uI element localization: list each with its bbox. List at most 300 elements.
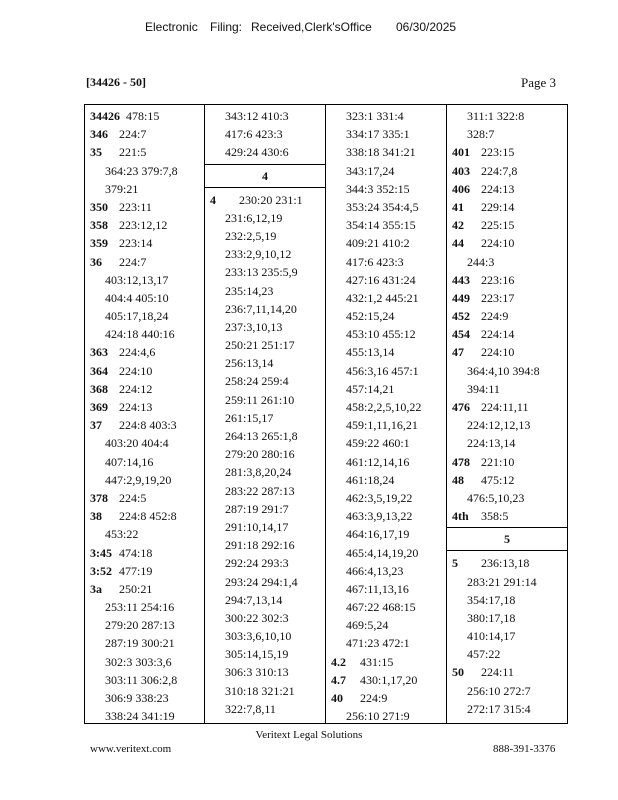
index-line xyxy=(447,416,567,434)
index-line xyxy=(447,107,567,125)
index-reference: 253:11 254:16 xyxy=(105,600,175,615)
index-line xyxy=(205,191,325,209)
index-column-3 xyxy=(326,105,447,723)
index-line xyxy=(85,125,204,143)
index-reference: 334:17 335:1 xyxy=(346,127,410,142)
index-line xyxy=(326,689,446,707)
index-word: 47 xyxy=(452,345,464,360)
index-line xyxy=(447,507,567,525)
index-line xyxy=(205,663,325,681)
index-reference: 410:14,17 xyxy=(467,629,516,644)
index-reference: 477:19 xyxy=(119,563,153,578)
index-reference: 338:24 341:19 xyxy=(105,709,175,723)
index-reference: 424:18 440:16 xyxy=(105,327,175,342)
index-reference: 224:8 452:8 xyxy=(119,509,177,524)
index-reference: 303:11 306:2,8 xyxy=(105,672,178,687)
index-reference: 328:7 xyxy=(467,127,495,142)
index-line xyxy=(205,409,325,427)
index-line xyxy=(447,645,567,663)
index-line xyxy=(85,362,204,380)
index-reference: 256:13,14 xyxy=(225,356,274,371)
index-reference: 306:3 310:13 xyxy=(225,665,289,680)
index-line xyxy=(85,398,204,416)
index-word: 3a xyxy=(90,581,102,596)
index-reference: 261:15,17 xyxy=(225,410,274,425)
index-line xyxy=(326,598,446,616)
index-reference: 303:3,6,10,10 xyxy=(225,629,292,644)
index-word: 363 xyxy=(90,345,108,360)
index-reference: 231:6,12,19 xyxy=(225,210,283,225)
index-word: 476 xyxy=(452,400,470,414)
index-line xyxy=(447,682,567,700)
page-number: Page 3 xyxy=(521,75,557,90)
index-reference: 310:18 321:21 xyxy=(225,683,295,698)
index-reference: 224:13,14 xyxy=(467,436,516,451)
index-reference: 223:15 xyxy=(481,145,515,160)
index-line xyxy=(85,143,204,161)
index-reference: 287:19 291:7 xyxy=(225,501,289,516)
index-line xyxy=(326,216,446,234)
index-word: 364 xyxy=(90,363,108,378)
index-line xyxy=(326,343,446,361)
index-reference: 223:16 xyxy=(481,272,515,287)
index-reference: 458:2,2,5,10,22 xyxy=(346,400,422,414)
index-entry-list xyxy=(205,105,325,162)
index-reference: 338:18 341:21 xyxy=(346,145,416,160)
index-line xyxy=(326,453,446,471)
index-reference: 344:3 352:15 xyxy=(346,181,410,196)
index-reference: 452:15,24 xyxy=(346,309,395,324)
index-line xyxy=(205,282,325,300)
index-line xyxy=(447,162,567,180)
index-word: 41 xyxy=(452,199,464,214)
index-word: 359 xyxy=(90,236,108,251)
footer-phone: 888-391-3376 xyxy=(493,743,556,755)
index-line xyxy=(326,107,446,125)
index-line xyxy=(85,416,204,434)
index-entry-list xyxy=(447,105,567,525)
index-line xyxy=(326,416,446,434)
index-reference: 447:2,9,19,20 xyxy=(105,472,172,487)
index-reference: 272:17 315:4 xyxy=(467,701,531,716)
index-reference: 343:17,24 xyxy=(346,163,395,178)
index-reference: 224:7 xyxy=(119,254,147,269)
index-reference: 457:22 xyxy=(467,647,501,662)
index-line xyxy=(326,180,446,198)
index-line xyxy=(447,234,567,252)
index-word: 4th xyxy=(452,509,469,524)
index-reference: 223:17 xyxy=(481,290,515,305)
index-reference: 469:5,24 xyxy=(346,618,389,633)
index-line xyxy=(85,616,204,634)
index-reference: 224:10 xyxy=(481,236,515,251)
index-reference: 302:3 303:3,6 xyxy=(105,654,172,669)
index-line xyxy=(205,700,325,718)
index-line xyxy=(447,609,567,627)
index-line xyxy=(85,343,204,361)
index-line xyxy=(85,216,204,234)
index-line xyxy=(205,609,325,627)
index-line xyxy=(85,253,204,271)
index-reference: 417:6 423:3 xyxy=(225,127,283,142)
index-line xyxy=(447,434,567,452)
index-line xyxy=(85,271,204,289)
index-reference: 221:10 xyxy=(481,454,515,469)
index-line xyxy=(326,634,446,652)
index-column-1 xyxy=(85,105,205,723)
index-line xyxy=(205,591,325,609)
index-reference: 461:18,24 xyxy=(346,472,395,487)
index-word: 37 xyxy=(90,418,102,433)
index-word: 40 xyxy=(331,691,343,705)
index-line xyxy=(447,143,567,161)
index-reference: 256:10 271:9 xyxy=(346,709,410,723)
index-reference: 404:4 405:10 xyxy=(105,290,169,305)
index-line xyxy=(205,263,325,281)
index-line xyxy=(326,653,446,671)
index-reference: 354:17,18 xyxy=(467,592,516,607)
index-reference: 403:20 404:4 xyxy=(105,436,169,451)
index-reference: 250:21 xyxy=(119,581,153,596)
index-line xyxy=(326,162,446,180)
index-line xyxy=(205,227,325,245)
index-reference: 235:14,23 xyxy=(225,283,274,298)
index-line xyxy=(447,289,567,307)
index-reference: 224:11,11 xyxy=(481,400,529,414)
index-line xyxy=(447,700,567,718)
index-reference: 229:14 xyxy=(481,199,515,214)
index-word: 369 xyxy=(90,400,108,414)
index-reference: 224:12,12,13 xyxy=(467,418,531,433)
index-reference: 364:23 379:7,8 xyxy=(105,163,178,178)
index-reference: 453:10 455:12 xyxy=(346,327,416,342)
index-line xyxy=(85,525,204,543)
index-word: 42 xyxy=(452,218,464,233)
index-line xyxy=(205,372,325,390)
index-line xyxy=(85,380,204,398)
index-line xyxy=(85,107,204,125)
section-header: 5 xyxy=(447,527,567,551)
index-reference: 224:4,6 xyxy=(119,345,156,360)
index-reference: 224:7 xyxy=(119,127,147,142)
index-entry-list xyxy=(447,554,567,718)
index-line xyxy=(447,343,567,361)
index-line xyxy=(447,663,567,681)
index-line xyxy=(326,198,446,216)
index-reference: 474:18 xyxy=(119,545,153,560)
index-line xyxy=(205,209,325,227)
index-line xyxy=(85,634,204,652)
index-word: 378 xyxy=(90,490,108,505)
index-line xyxy=(205,107,325,125)
index-reference: 405:17,18,24 xyxy=(105,309,169,324)
index-reference: 236:7,11,14,20 xyxy=(225,301,297,316)
index-reference: 223:11 xyxy=(119,199,152,214)
index-reference: 224:11 xyxy=(481,665,514,680)
index-line xyxy=(205,318,325,336)
index-word: 346 xyxy=(90,127,108,142)
header-date: 06/30/2025 xyxy=(396,20,457,34)
index-reference: 478:15 xyxy=(126,109,160,123)
index-reference: 461:12,14,16 xyxy=(346,454,410,469)
index-line xyxy=(85,580,204,598)
index-word: 401 xyxy=(452,145,470,160)
index-line xyxy=(326,544,446,562)
index-reference: 224:14 xyxy=(481,327,515,342)
index-reference: 467:11,13,16 xyxy=(346,581,409,596)
index-word: 454 xyxy=(452,327,470,342)
index-reference: 259:11 261:10 xyxy=(225,392,295,407)
index-reference: 311:1 322:8 xyxy=(467,109,525,123)
index-table xyxy=(84,104,568,724)
index-reference: 232:2,5,19 xyxy=(225,228,277,243)
index-reference: 358:5 xyxy=(481,509,509,524)
section-header: 4 xyxy=(205,164,325,188)
header-filing: Filing: xyxy=(210,20,243,34)
index-line xyxy=(326,143,446,161)
index-line xyxy=(447,453,567,471)
index-entry-list xyxy=(326,105,446,723)
index-reference: 463:3,9,13,22 xyxy=(346,509,413,524)
index-line xyxy=(447,489,567,507)
index-reference: 459:1,11,16,21 xyxy=(346,418,418,433)
footer-website: www.veritext.com xyxy=(90,743,172,755)
index-line xyxy=(326,253,446,271)
index-reference: 224:13 xyxy=(119,400,153,414)
index-reference: 224:9 xyxy=(360,691,388,705)
index-word: 478 xyxy=(452,454,470,469)
index-reference: 292:24 293:3 xyxy=(225,556,289,571)
index-word: 443 xyxy=(452,272,470,287)
index-word: 403 xyxy=(452,163,470,178)
index-line xyxy=(326,562,446,580)
index-line xyxy=(85,544,204,562)
index-entry-list xyxy=(85,105,204,723)
header-received: Received,Clerk'sOffice xyxy=(251,20,372,34)
index-line xyxy=(326,325,446,343)
index-line xyxy=(205,482,325,500)
index-line xyxy=(447,362,567,380)
index-reference: 379:21 xyxy=(105,181,139,196)
index-word: 4 xyxy=(210,192,216,207)
index-line xyxy=(447,125,567,143)
index-line xyxy=(326,489,446,507)
filing-header xyxy=(0,20,618,38)
index-line xyxy=(85,453,204,471)
index-line xyxy=(205,500,325,518)
index-reference: 429:24 430:6 xyxy=(225,145,289,160)
index-reference: 223:12,12 xyxy=(119,218,168,233)
index-reference: 294:7,13,14 xyxy=(225,592,283,607)
index-line xyxy=(205,463,325,481)
index-line xyxy=(85,325,204,343)
index-word: 3:52 xyxy=(90,563,112,578)
index-line xyxy=(326,671,446,689)
index-line xyxy=(205,300,325,318)
index-line xyxy=(447,180,567,198)
index-line xyxy=(85,562,204,580)
index-reference: 476:5,10,23 xyxy=(467,490,525,505)
index-line xyxy=(205,354,325,372)
index-word: 48 xyxy=(452,472,464,487)
index-reference: 224:7,8 xyxy=(481,163,518,178)
index-line xyxy=(85,434,204,452)
index-reference: 343:12 410:3 xyxy=(225,109,289,123)
index-line xyxy=(85,707,204,723)
index-reference: 224:12 xyxy=(119,381,153,396)
index-line xyxy=(326,471,446,489)
index-reference: 380:17,18 xyxy=(467,610,516,625)
index-reference: 403:12,13,17 xyxy=(105,272,169,287)
index-line xyxy=(205,125,325,143)
index-line xyxy=(205,627,325,645)
index-reference: 224:10 xyxy=(481,345,515,360)
index-line xyxy=(85,507,204,525)
index-reference: 283:21 291:14 xyxy=(467,574,537,589)
index-line xyxy=(326,525,446,543)
header-electronic: Electronic xyxy=(145,20,198,34)
index-line xyxy=(205,536,325,554)
index-reference: 306:9 338:23 xyxy=(105,691,169,705)
index-reference: 233:2,9,10,12 xyxy=(225,247,292,262)
index-word: 358 xyxy=(90,218,108,233)
index-line xyxy=(447,380,567,398)
index-line xyxy=(85,653,204,671)
index-line xyxy=(447,627,567,645)
case-number: [34426 - 50] xyxy=(86,75,146,89)
index-line xyxy=(85,598,204,616)
index-reference: 455:13,14 xyxy=(346,345,395,360)
index-reference: 233:13 235:5,9 xyxy=(225,265,298,280)
index-line xyxy=(205,391,325,409)
index-word: 50 xyxy=(452,665,464,680)
index-reference: 427:16 431:24 xyxy=(346,272,416,287)
index-line xyxy=(447,573,567,591)
index-reference: 264:13 265:1,8 xyxy=(225,429,298,443)
index-line xyxy=(205,682,325,700)
index-word: 34426 xyxy=(90,109,120,123)
index-reference: 293:24 294:1,4 xyxy=(225,574,298,589)
index-reference: 224:8 403:3 xyxy=(119,418,177,433)
index-line xyxy=(85,289,204,307)
index-reference: 466:4,13,23 xyxy=(346,563,404,578)
index-column-2 xyxy=(205,105,326,723)
index-line xyxy=(447,198,567,216)
index-line xyxy=(85,671,204,689)
index-reference: 223:14 xyxy=(119,236,153,251)
index-reference: 417:6 423:3 xyxy=(346,254,404,269)
index-reference: 250:21 251:17 xyxy=(225,338,295,353)
index-reference: 464:16,17,19 xyxy=(346,527,410,542)
index-line xyxy=(447,325,567,343)
index-line xyxy=(447,398,567,416)
index-word: 4.2 xyxy=(331,654,346,669)
index-line xyxy=(85,489,204,507)
index-line xyxy=(326,616,446,634)
index-reference: 281:3,8,20,24 xyxy=(225,465,292,480)
index-line xyxy=(205,573,325,591)
index-reference: 244:3 xyxy=(467,254,495,269)
index-line xyxy=(205,445,325,463)
index-reference: 394:11 xyxy=(467,381,500,396)
index-reference: 237:3,10,13 xyxy=(225,319,283,334)
index-reference: 465:4,14,19,20 xyxy=(346,545,419,560)
index-line xyxy=(85,180,204,198)
index-reference: 221:5 xyxy=(119,145,147,160)
index-line xyxy=(85,234,204,252)
index-reference: 322:7,8,11 xyxy=(225,701,276,716)
index-word: 35 xyxy=(90,145,102,160)
index-line xyxy=(447,253,567,271)
index-line xyxy=(205,554,325,572)
index-line xyxy=(85,307,204,325)
index-line xyxy=(447,554,567,572)
index-reference: 283:22 287:13 xyxy=(225,483,295,498)
index-reference: 475:12 xyxy=(481,472,515,487)
index-line xyxy=(85,471,204,489)
index-line xyxy=(326,434,446,452)
index-line xyxy=(205,336,325,354)
index-word: 36 xyxy=(90,254,102,269)
footer-company: Veritext Legal Solutions xyxy=(255,729,363,741)
index-word: 44 xyxy=(452,236,464,251)
index-line xyxy=(205,518,325,536)
index-reference: 462:3,5,19,22 xyxy=(346,490,413,505)
index-line xyxy=(447,591,567,609)
index-word: 3:45 xyxy=(90,545,112,560)
index-reference: 300:22 302:3 xyxy=(225,610,289,625)
index-line xyxy=(447,307,567,325)
index-line xyxy=(326,707,446,723)
index-reference: 323:1 331:4 xyxy=(346,109,404,123)
index-word: 449 xyxy=(452,290,470,305)
index-word: 406 xyxy=(452,181,470,196)
index-word: 38 xyxy=(90,509,102,524)
index-reference: 224:5 xyxy=(119,490,147,505)
index-line xyxy=(85,689,204,707)
index-reference: 224:9 xyxy=(481,309,509,324)
index-reference: 291:18 292:16 xyxy=(225,538,295,553)
index-line xyxy=(326,380,446,398)
index-line xyxy=(326,271,446,289)
index-line xyxy=(326,289,446,307)
index-word: 368 xyxy=(90,381,108,396)
index-reference: 236:13,18 xyxy=(481,556,530,571)
index-line xyxy=(447,216,567,234)
index-entry-list xyxy=(205,191,325,718)
index-line xyxy=(205,427,325,445)
index-reference: 258:24 259:4 xyxy=(225,374,289,389)
index-line xyxy=(326,362,446,380)
index-word: 452 xyxy=(452,309,470,324)
index-line xyxy=(85,198,204,216)
index-reference: 430:1,17,20 xyxy=(360,672,418,687)
index-reference: 456:3,16 457:1 xyxy=(346,363,419,378)
index-word: 5 xyxy=(452,556,458,571)
index-reference: 279:20 280:16 xyxy=(225,447,295,462)
index-reference: 459:22 460:1 xyxy=(346,436,410,451)
index-reference: 409:21 410:2 xyxy=(346,236,410,251)
index-reference: 230:20 231:1 xyxy=(239,192,303,207)
index-reference: 364:4,10 394:8 xyxy=(467,363,540,378)
index-line xyxy=(326,580,446,598)
index-reference: 225:15 xyxy=(481,218,515,233)
index-line xyxy=(326,507,446,525)
index-column-4 xyxy=(447,105,567,723)
index-word: 4.7 xyxy=(331,672,346,687)
index-line xyxy=(205,645,325,663)
index-line xyxy=(326,307,446,325)
